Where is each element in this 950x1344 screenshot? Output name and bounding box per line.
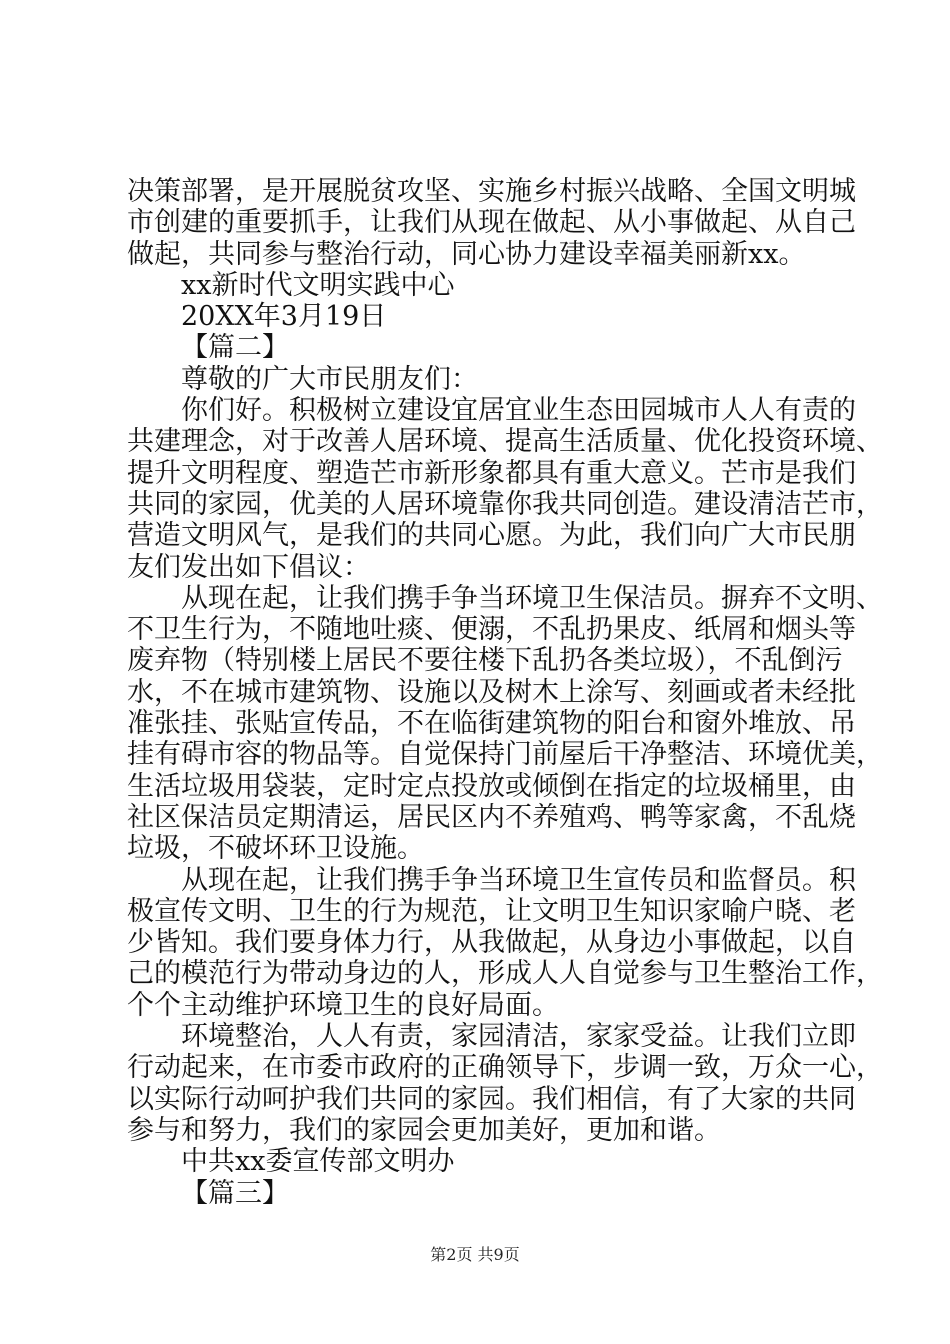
text-line: 个个主动维护环境卫生的良好局面。 <box>127 989 559 1021</box>
text-line: 挂有碍市容的物品等。自觉保持门前屋后干净整洁、环境优美， <box>127 739 883 771</box>
text-line: 社区保洁员定期清运，居民区内不养殖鸡、鸭等家禽，不乱烧 <box>127 801 856 833</box>
text-line: 市创建的重要抓手，让我们从现在做起、从小事做起、从自己 <box>127 207 856 239</box>
text-line: 中共xx委宣传部文明办 <box>181 1146 455 1178</box>
text-line: 20XX年3月19日 <box>181 301 387 333</box>
text-line: 垃圾，不破坏环卫设施。 <box>127 833 424 865</box>
text-line: 不卫生行为，不随地吐痰、便溺，不乱扔果皮、纸屑和烟头等 <box>127 614 856 646</box>
text-line: 从现在起，让我们携手争当环境卫生宣传员和监督员。积 <box>181 864 856 896</box>
text-line: 提升文明程度、塑造芒市新形象都具有重大意义。芒市是我们 <box>127 457 856 489</box>
text-line: 生活垃圾用袋装，定时定点投放或倾倒在指定的垃圾桶里，由 <box>127 770 856 802</box>
text-line: 营造文明风气，是我们的共同心愿。为此，我们向广大市民朋 <box>127 520 856 552</box>
page-footer: 第2页 共9页 <box>430 1245 520 1264</box>
text-line: 共建理念，对于改善人居环境、提高生活质量、优化投资环境、 <box>127 426 883 458</box>
text-line: 做起，共同参与整治行动，同心协力建设幸福美丽新xx。 <box>127 238 806 270</box>
text-line: 参与和努力，我们的家园会更加美好，更加和谐。 <box>127 1114 721 1146</box>
text-line: 【篇二】 <box>181 332 289 364</box>
text-line: 极宣传文明、卫生的行为规范，让文明卫生知识家喻户晓、老 <box>127 895 856 927</box>
text-line: xx新时代文明实践中心 <box>181 269 455 301</box>
text-line: 尊敬的广大市民朋友们： <box>181 363 478 395</box>
text-line: 己的模范行为带动身边的人，形成人人自觉参与卫生整治工作， <box>127 958 883 990</box>
text-line: 少皆知。我们要身体力行，从我做起，从身边小事做起，以自 <box>127 927 856 959</box>
text-line: 准张挂、张贴宣传品，不在临街建筑物的阳台和窗外堆放、吊 <box>127 708 856 740</box>
text-line: 水，不在城市建筑物、设施以及树木上涂写、刻画或者未经批 <box>127 676 856 708</box>
text-line: 【篇三】 <box>181 1177 289 1209</box>
text-line: 环境整治，人人有责，家园清洁，家家受益。让我们立即 <box>181 1021 856 1053</box>
document-body <box>127 176 883 1209</box>
text-line: 行动起来，在市委市政府的正确领导下，步调一致，万众一心， <box>127 1052 883 1084</box>
text-line: 以实际行动呵护我们共同的家园。我们相信，有了大家的共同 <box>127 1083 856 1115</box>
text-line: 共同的家园，优美的人居环境靠你我共同创造。建设清洁芒市， <box>127 488 883 520</box>
text-line: 决策部署，是开展脱贫攻坚、实施乡村振兴战略、全国文明城 <box>127 176 856 207</box>
text-line: 从现在起，让我们携手争当环境卫生保洁员。摒弃不文明、 <box>181 582 883 614</box>
text-line: 你们好。积极树立建设宜居宜业生态田园城市人人有责的 <box>181 395 856 427</box>
text-line: 友们发出如下倡议： <box>127 551 370 583</box>
text-line: 废弃物（特别楼上居民不要往楼下乱扔各类垃圾），不乱倒污 <box>127 645 843 677</box>
